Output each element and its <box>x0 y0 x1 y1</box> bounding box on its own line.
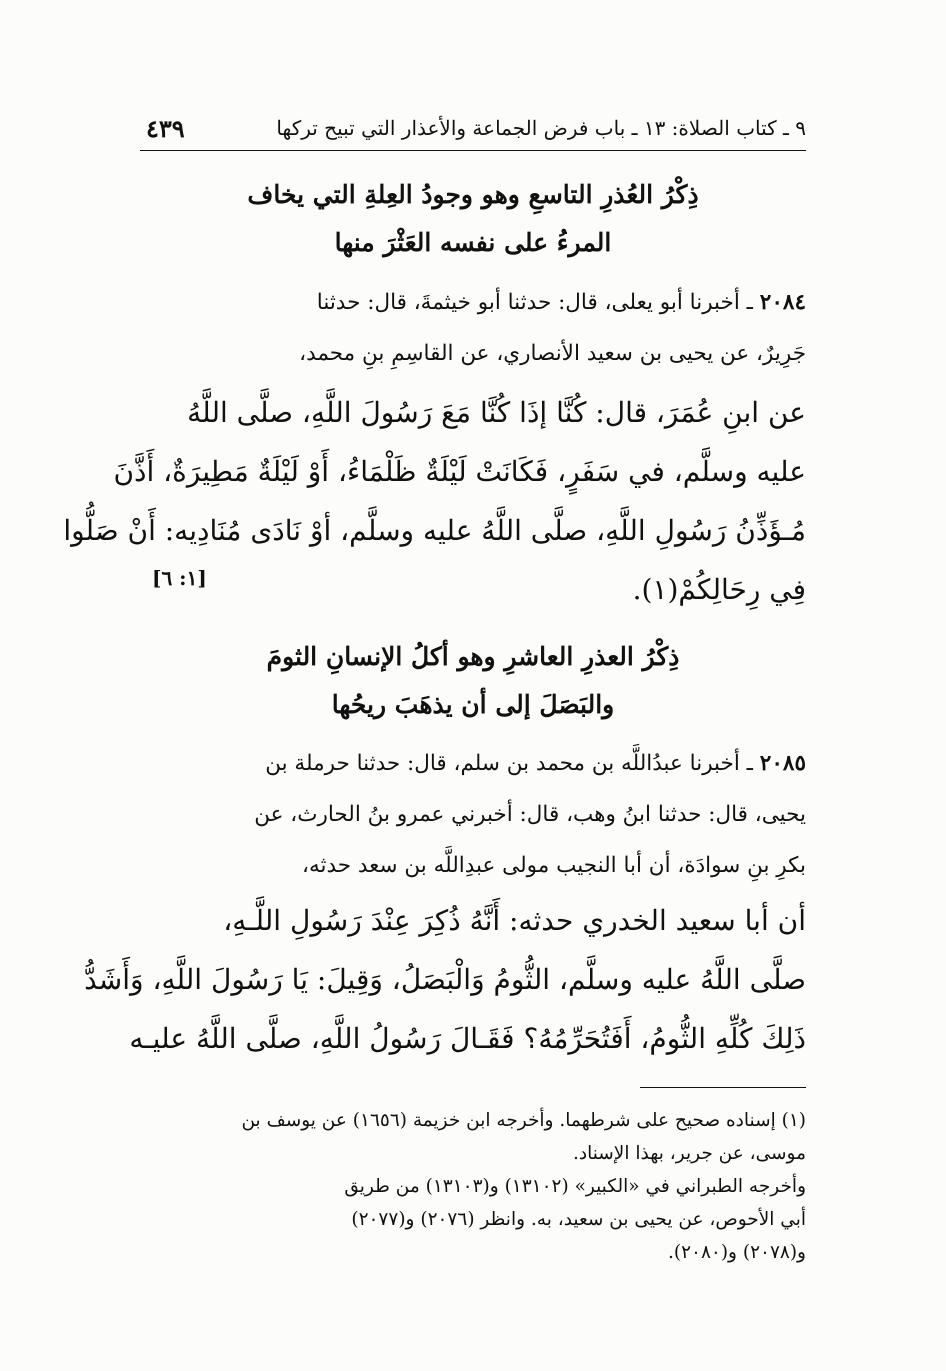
footnote-divider <box>640 1087 806 1088</box>
hadith-2085-isnad <box>140 738 806 891</box>
isnad-line: يحيى، قال: حدثنا ابنُ وهب، قال: أخبرني عمرو بنُ الحارث، عن <box>254 802 806 827</box>
section-heading-tenth-excuse <box>140 633 806 729</box>
hadith-2084-matn <box>63 383 806 619</box>
isnad-text: ـ أخبرنا عبدُاللَّه بن محمد بن سلم، قال: حدثنا حرملة بن <box>265 751 753 776</box>
matn-line: مُـؤَذِّنُ رَسُولِ اللَّهِ، صلَّى اللَّهُ عليه وسلَّم، أوْ نَادَى مُنَادِيه: أَنْ صَلُّوا <box>63 514 806 547</box>
matn-line: عن ابنِ عُمَرَ، قال: كُنَّا إذَا كُنَّا مَعَ رَسُولَ اللَّهِ، صلَّى اللَّهُ <box>187 396 806 429</box>
running-head <box>140 112 806 151</box>
page-number: ٤٣٩ <box>146 114 185 143</box>
hadith-reference: [١: ٦] <box>152 566 207 590</box>
matn-line: أن أبا سعيد الخدري حدثه: أَنَّهُ ذُكِرَ عِنْدَ رَسُولِ اللَّـهِ، <box>223 904 806 937</box>
heading-line: ذِكْرُ العذرِ العاشرِ وهو أكلُ الإنسانِ الثومَ <box>266 642 680 671</box>
footnotes <box>146 1104 806 1269</box>
matn-line: ذَلِكَ كُلِّهِ الثُّومُ، أَفَتُحَرِّمُهُ؟ فَقَـالَ رَسُولُ اللَّهِ، صلَّى اللَّهُ عليـه <box>129 1022 806 1055</box>
hadith-2085-matn <box>84 891 806 1068</box>
isnad-line: بكرِ بنِ سوادَة، أن أبا النجيب مولى عبدِاللَّه بن سعد حدثه، <box>302 853 806 878</box>
hadith-number: ٢٠٨٤ <box>759 290 806 315</box>
matn-line: فِي رِحَالِكُمْ(١). <box>632 573 806 606</box>
matn-line: صلَّى اللَّهُ عليه وسلَّم، الثُّومُ وَالْبَصَلُ، وَقِيلَ: يَا رَسُولَ اللَّهِ، وَأَشَدُّ <box>84 963 806 996</box>
footnote-line: و(٢٠٧٨) و(٢٠٨٠). <box>667 1242 806 1263</box>
footnote-line: موسى، عن جرير، بهذا الإسناد. <box>572 1143 806 1164</box>
running-head-title: ٩ ـ كتاب الصلاة: ١٣ ـ باب فرض الجماعة والأعذار التي تبيح تركها <box>276 116 806 140</box>
matn-line: عليه وسلَّم، في سَفَرٍ، فَكَانَتْ لَيْلَةٌ ظَلْمَاءُ، أَوْ لَيْلَةٌ مَطِيرَةٌ، أَذَّنَ <box>113 455 806 488</box>
hadith-2084-isnad <box>140 277 806 379</box>
heading-line: ذِكْرُ العُذرِ التاسعِ وهو وجودُ العِلةِ التي يخاف <box>247 180 699 209</box>
isnad-line <box>140 738 806 789</box>
heading-line: المرءُ على نفسه العَثْرَ منها <box>334 228 612 257</box>
footnote-line: (١) إسناده صحيح على شرطهما. وأخرجه ابن خزيمة (١٦٥٦) عن يوسف بن <box>241 1110 806 1131</box>
footnote-line: وأخرجه الطبراني في «الكبير» (١٣١٠٢) و(١٣١٠٣) من طريق <box>344 1176 806 1197</box>
footnote-line: أبي الأحوص، عن يحيى بن سعيد، به. وانظر (٢٠٧٦) و(٢٠٧٧) <box>351 1209 806 1230</box>
section-heading-ninth-excuse <box>140 171 806 267</box>
isnad-text: ـ أخبرنا أبو يعلى، قال: حدثنا أبو خيثمةَ، قال: حدثنا <box>316 290 753 315</box>
hadith-number: ٢٠٨٥ <box>759 751 806 776</box>
isnad-line: جَرِيرٌ، عن يحيى بن سعيد الأنصاري، عن القاسِمِ بنِ محمد، <box>299 341 806 366</box>
isnad-line <box>140 277 806 328</box>
heading-line: والبَصَلَ إلى أن يذهَبَ ريحُها <box>331 690 615 719</box>
